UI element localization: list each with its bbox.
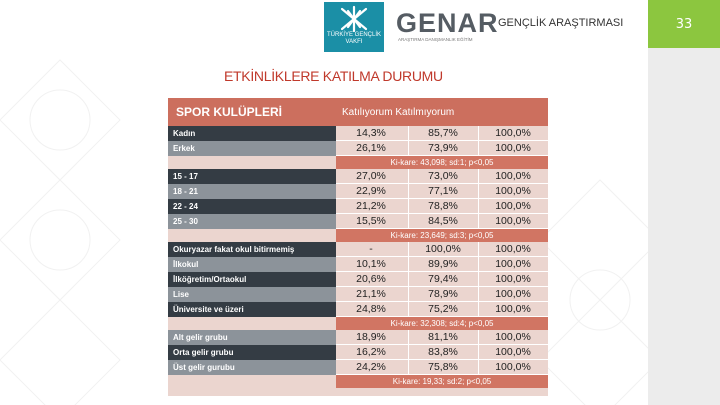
table-cell-v2: 78,8% xyxy=(428,200,458,212)
column-labels: Katılıyorum Katılmıyorum xyxy=(336,98,548,126)
table-cell-v2: 89,9% xyxy=(428,258,458,270)
table-cell-v2: 75,8% xyxy=(428,361,458,373)
row-label: İlkokul xyxy=(168,257,336,272)
table-cell-v1: 15,5% xyxy=(356,215,386,227)
chi-square-stat: Ki-kare: 19,33; sd:2; p<0,05 xyxy=(336,375,548,388)
side-bar xyxy=(648,0,720,405)
row-label: 15 - 17 xyxy=(168,169,336,184)
genar-subtitle: ARAŞTIRMA DANIŞMANLIK EĞİTİM xyxy=(398,37,473,42)
table-cell-v3: 100,0% xyxy=(495,273,531,285)
table-cell-v3: 100,0% xyxy=(495,170,531,182)
chi-square-stat: Ki-kare: 32,308; sd:4; p<0,05 xyxy=(336,317,548,330)
row-label: Lise xyxy=(168,287,336,302)
table-cell-v3: 100,0% xyxy=(495,361,531,373)
row-label: 25 - 30 xyxy=(168,214,336,229)
row-label: Okuryazar fakat okul bitirmemiş xyxy=(168,242,336,257)
table-cell-v1: 27,0% xyxy=(356,170,386,182)
table-cell-v2: 83,8% xyxy=(428,346,458,358)
table-cell-v1: 10,1% xyxy=(356,258,386,270)
row-label: Üst gelir gurubu xyxy=(168,360,336,375)
table-cell-v1: 24,8% xyxy=(356,303,386,315)
table-cell-v3: 100,0% xyxy=(495,243,531,255)
row-label: Erkek xyxy=(168,141,336,156)
table-cell-v2: 75,2% xyxy=(428,303,458,315)
table-cell-v3: 100,0% xyxy=(495,288,531,300)
table-cell-v2: 73,9% xyxy=(428,142,458,154)
chi-square-stat: Ki-kare: 23,649; sd:3; p<0,05 xyxy=(336,229,548,242)
table-cell-v1: 21,1% xyxy=(356,288,386,300)
row-label: Alt gelir grubu xyxy=(168,330,336,345)
table-cell-v1: 24,2% xyxy=(356,361,386,373)
table-cell-v2: 79,4% xyxy=(428,273,458,285)
table-cell-v3: 100,0% xyxy=(495,331,531,343)
genar-wordmark: GENAR xyxy=(396,8,499,38)
table-cell-v1: 18,9% xyxy=(356,331,386,343)
table-cell-v3: 100,0% xyxy=(495,215,531,227)
logo-gv-text: TÜRKİYE GENÇLİK VAKFI xyxy=(326,32,381,45)
row-label: 18 - 21 xyxy=(168,184,336,199)
table-cell-v3: 100,0% xyxy=(495,303,531,315)
table-cell-v1: 22,9% xyxy=(356,185,386,197)
row-label: Orta gelir grubu xyxy=(168,345,336,360)
table-cell-v3: 100,0% xyxy=(495,258,531,270)
page-title: ETKİNLİKLERE KATILMA DURUMU xyxy=(224,68,443,84)
table-cell-v1: - xyxy=(369,243,373,255)
table-cell-v3: 100,0% xyxy=(495,142,531,154)
row-label: 22 - 24 xyxy=(168,199,336,214)
table-cell-v2: 84,5% xyxy=(428,215,458,227)
chi-square-stat: Ki-kare: 43,098; sd:1; p<0,05 xyxy=(336,156,548,169)
page-number: 33 xyxy=(648,0,720,48)
table-cell-v2: 100,0% xyxy=(425,243,461,255)
table-cell-v2: 81,1% xyxy=(428,331,458,343)
table-heading: SPOR KULÜPLERİ xyxy=(168,98,336,126)
table-cell-v3: 100,0% xyxy=(495,185,531,197)
row-label: Üniversite ve üzeri xyxy=(168,302,336,317)
table-cell-v1: 26,1% xyxy=(356,142,386,154)
table-cell-v1: 14,3% xyxy=(356,127,386,139)
genar-logo xyxy=(396,6,499,46)
table-cell-v1: 20,6% xyxy=(356,273,386,285)
table-cell-v3: 100,0% xyxy=(495,200,531,212)
table-cell-v1: 21,2% xyxy=(356,200,386,212)
table-cell-v3: 100,0% xyxy=(495,127,531,139)
table-cell-v2: 73,0% xyxy=(428,170,458,182)
table-cell-v2: 78,9% xyxy=(428,288,458,300)
table-cell-v3: 100,0% xyxy=(495,346,531,358)
table-cell-v1: 16,2% xyxy=(356,346,386,358)
section-label: GENÇLİK ARAŞTIRMASI xyxy=(498,17,624,29)
table-cell-v2: 85,7% xyxy=(428,127,458,139)
row-label: Kadın xyxy=(168,126,336,141)
row-label: İlköğretim/Ortaokul xyxy=(168,272,336,287)
results-table xyxy=(168,98,548,396)
star-logo-icon xyxy=(338,5,370,33)
table-cell-v2: 77,1% xyxy=(428,185,458,197)
genclik-vakfi-logo xyxy=(324,2,384,52)
